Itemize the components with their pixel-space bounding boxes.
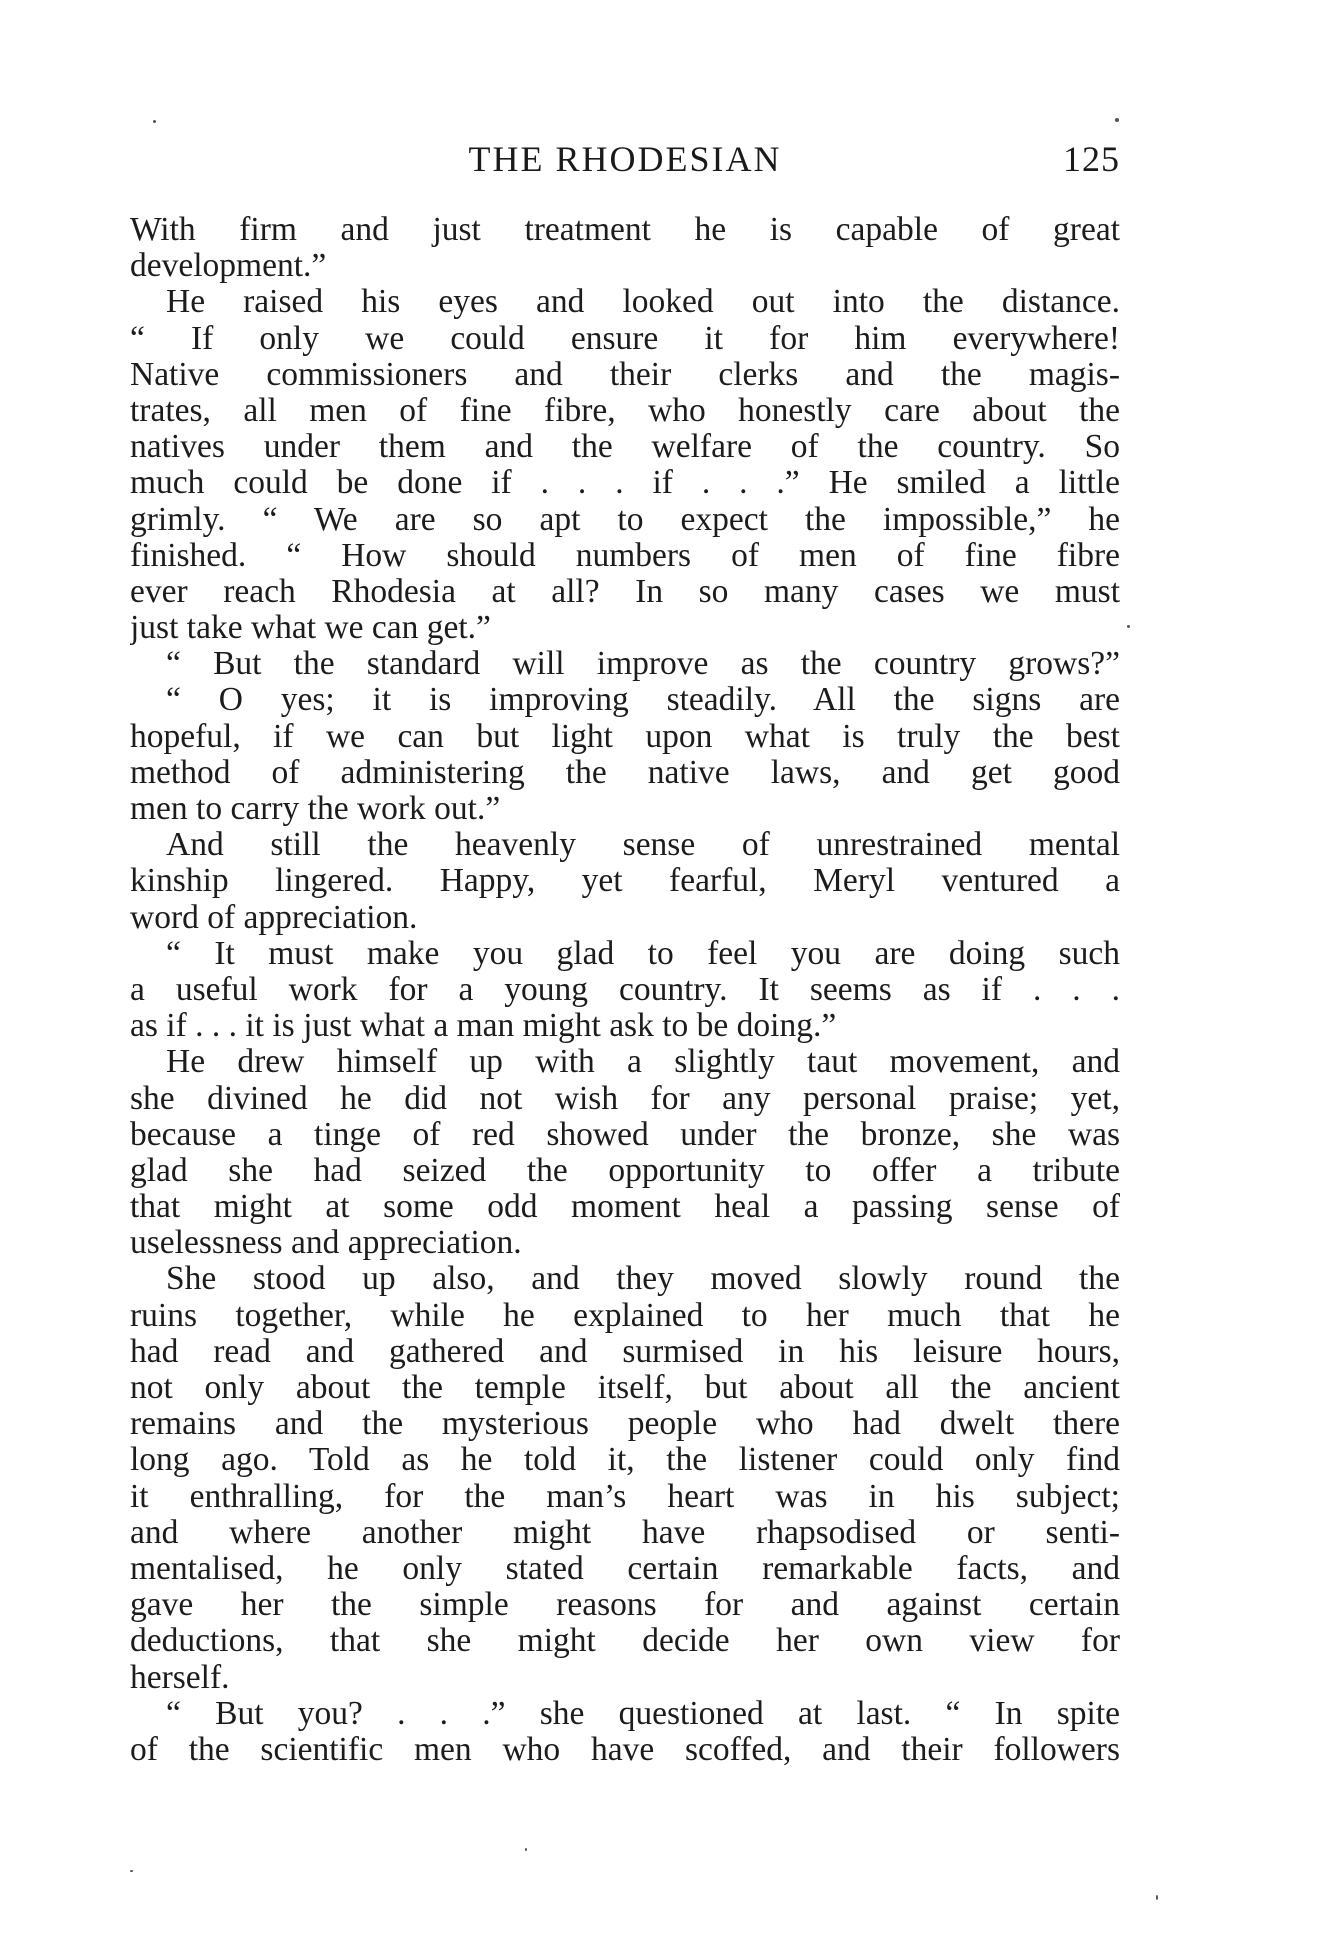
- text-line: much could be done if . . . if . . .” He smiled a little: [130, 465, 1120, 502]
- scan-speck: [1115, 118, 1119, 122]
- text-line: uselessness and appreciation.: [130, 1225, 522, 1262]
- page-header: [130, 138, 1120, 190]
- scan-speck: [1127, 625, 1130, 628]
- text-line: men to carry the work out.”: [130, 791, 501, 827]
- text-line: With firm and just treatment he is capable of great: [130, 212, 1120, 248]
- text-line: had read and gathered and surmised in his leisure hours,: [130, 1333, 1120, 1370]
- text-line: She stood up also, and they moved slowly round the: [166, 1261, 1120, 1298]
- text-line: Native commissioners and their clerks and the magis-: [130, 356, 1120, 393]
- text-line: word of appreciation.: [130, 899, 418, 936]
- running-title: THE RHODESIAN: [468, 139, 782, 179]
- text-line: that might at some odd moment heal a passing sense of: [130, 1189, 1120, 1226]
- text-line: herself.: [130, 1659, 230, 1696]
- text-line: it enthralling, for the man’s heart was in his subject;: [130, 1478, 1120, 1515]
- text-line: “ But you? . . .” she questioned at last. “ In spite: [166, 1695, 1120, 1732]
- text-line: And still the heavenly sense of unrestrained mental: [166, 827, 1120, 864]
- scan-speck: [525, 1848, 527, 1851]
- text-line: natives under them and the welfare of the country. So: [130, 429, 1120, 466]
- text-line: and where another might have rhapsodised or senti-: [130, 1514, 1120, 1551]
- text-line: ruins together, while he explained to her much that he: [130, 1297, 1120, 1334]
- text-line: hopeful, if we can but light upon what is truly the best: [130, 718, 1120, 755]
- text-line: “ O yes; it is improving steadily. All the signs are: [166, 682, 1120, 719]
- text-line: just take what we can get.”: [130, 610, 491, 647]
- text-line: because a tinge of red showed under the bronze, she was: [130, 1116, 1120, 1153]
- text-line: a useful work for a young country. It seems as if . . .: [130, 971, 1120, 1008]
- scan-speck: [130, 1870, 133, 1872]
- text-line: He raised his eyes and looked out into the distance.: [166, 284, 1120, 321]
- body-text: [130, 212, 1120, 1768]
- text-line: He drew himself up with a slightly taut movement, and: [166, 1044, 1120, 1081]
- text-line: “ It must make you glad to feel you are doing such: [166, 935, 1120, 972]
- scan-speck: [153, 120, 156, 123]
- page-number: 125: [1063, 139, 1120, 179]
- text-line: trates, all men of fine fibre, who honestly care about the: [130, 392, 1120, 429]
- text-line: glad she had seized the opportunity to offer a tribute: [130, 1152, 1120, 1189]
- text-line: “ If only we could ensure it for him everywhere!: [130, 320, 1120, 357]
- text-line: kinship lingered. Happy, yet fearful, Meryl ventured a: [130, 863, 1120, 900]
- text-line: not only about the temple itself, but about all the ancient: [130, 1370, 1120, 1406]
- scan-speck: [1156, 1895, 1158, 1900]
- text-line: as if . . . it is just what a man might ask to be doing.”: [130, 1008, 837, 1045]
- text-line: finished. “ How should numbers of men of fine fibre: [130, 537, 1120, 574]
- text-line: long ago. Told as he told it, the listener could only find: [130, 1442, 1120, 1479]
- text-line: gave her the simple reasons for and against certain: [130, 1587, 1120, 1624]
- text-line: remains and the mysterious people who had dwelt there: [130, 1406, 1120, 1443]
- text-line: of the scientific men who have scoffed, and their followers: [130, 1731, 1120, 1768]
- text-line: method of administering the native laws, and get good: [130, 754, 1120, 791]
- text-line: mentalised, he only stated certain remarkable facts, and: [130, 1550, 1120, 1587]
- text-line: deductions, that she might decide her own view for: [130, 1623, 1120, 1660]
- text-line: she divined he did not wish for any personal praise; yet,: [130, 1080, 1120, 1117]
- text-line: “ But the standard will improve as the country grows?”: [166, 646, 1120, 683]
- text-line: development.”: [130, 248, 327, 285]
- text-line: grimly. “ We are so apt to expect the impossible,” he: [130, 501, 1120, 538]
- text-line: ever reach Rhodesia at all? In so many cases we must: [130, 573, 1120, 610]
